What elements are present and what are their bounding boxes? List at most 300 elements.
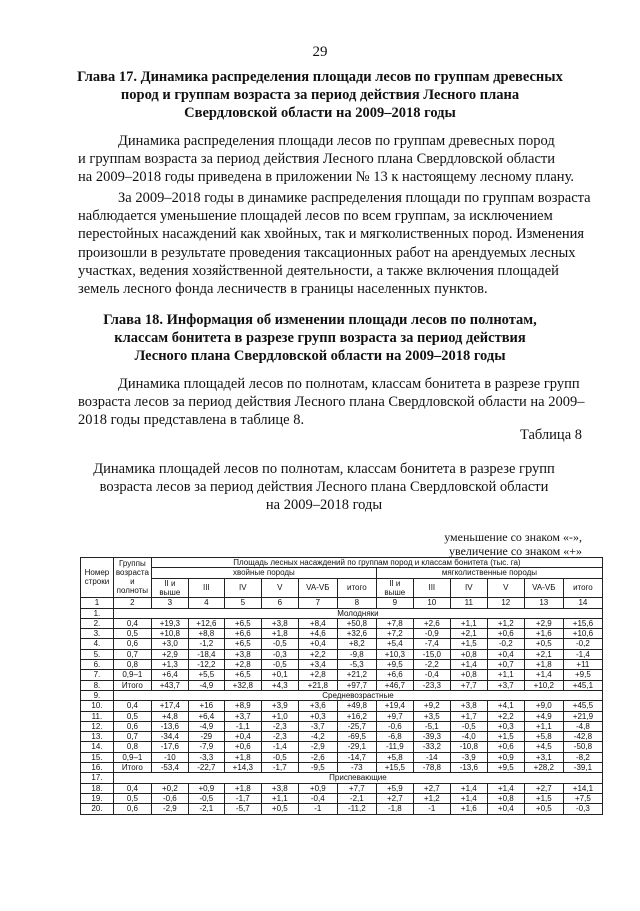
table-cell: +6,5 bbox=[224, 618, 261, 628]
table-row bbox=[81, 742, 603, 752]
row-group: 0,9–1 bbox=[113, 670, 151, 680]
table-cell: +8,8 bbox=[188, 629, 224, 639]
caption-line: Динамика площадей лесов по полнотам, классам бонитета в разрезе групп bbox=[93, 461, 555, 477]
text-line: перестойных насаждений как хвойных, так и мягколиственных пород. Изменения bbox=[78, 226, 585, 243]
table-cell: +2,9 bbox=[151, 649, 188, 659]
column-number: 3 bbox=[151, 597, 188, 608]
table-cell: -1,7 bbox=[224, 793, 261, 803]
table-cell: -1,2 bbox=[188, 639, 224, 649]
table-cell: +28,2 bbox=[524, 763, 563, 773]
table-cell: +21,2 bbox=[337, 670, 376, 680]
column-number: 8 bbox=[337, 597, 376, 608]
table-cell: +1,8 bbox=[524, 660, 563, 670]
table-row bbox=[81, 763, 603, 773]
table-cell: +10,3 bbox=[376, 649, 413, 659]
table-caption bbox=[70, 460, 578, 514]
table-cell: -11,9 bbox=[376, 742, 413, 752]
row-number: 9. bbox=[81, 690, 114, 700]
table-cell: +3,1 bbox=[524, 752, 563, 762]
row-number: 6. bbox=[81, 660, 114, 670]
text-line: земель лесного фонда лесничеств в границы населенных пунктов. bbox=[78, 281, 488, 298]
table-row bbox=[81, 804, 603, 814]
row-number: 15. bbox=[81, 752, 114, 762]
table-cell: +3,8 bbox=[261, 618, 298, 628]
table-cell: +1,0 bbox=[261, 711, 298, 721]
table-cell: -4,8 bbox=[563, 721, 602, 731]
table-cell: +2,6 bbox=[413, 618, 450, 628]
row-group: 0,8 bbox=[113, 742, 151, 752]
chapter-17-paragraph-2 bbox=[78, 189, 591, 298]
table-cell: +1,4 bbox=[487, 783, 524, 793]
table-cell: -0,9 bbox=[413, 629, 450, 639]
row-number: 19. bbox=[81, 793, 114, 803]
table-cell: +11 bbox=[563, 660, 602, 670]
table-cell: -1,1 bbox=[224, 721, 261, 731]
table-cell: +1,2 bbox=[487, 618, 524, 628]
table-cell: -4,0 bbox=[450, 732, 487, 742]
table-cell: +6,5 bbox=[224, 670, 261, 680]
table-cell: +4,3 bbox=[261, 680, 298, 690]
column-number: 7 bbox=[298, 597, 337, 608]
row-number: 18. bbox=[81, 783, 114, 793]
table-cell: +1,1 bbox=[487, 670, 524, 680]
table-cell: +17,4 bbox=[151, 701, 188, 711]
table-cell: +5,8 bbox=[376, 752, 413, 762]
table-cell: -1 bbox=[298, 804, 337, 814]
table-cell: +0,3 bbox=[298, 711, 337, 721]
column-number: 11 bbox=[450, 597, 487, 608]
table-cell: +14,3 bbox=[224, 763, 261, 773]
table-cell: -0,3 bbox=[563, 804, 602, 814]
table-cell: +6,6 bbox=[224, 629, 261, 639]
table-cell: +1,6 bbox=[524, 629, 563, 639]
column-number: 13 bbox=[524, 597, 563, 608]
table-row bbox=[81, 732, 603, 742]
column-number: 14 bbox=[563, 597, 602, 608]
table-row bbox=[81, 670, 603, 680]
header-area-title: Площадь лесных насаждений по группам пород и классам бонитета (тыс. га) bbox=[151, 558, 602, 568]
table-cell: -3,7 bbox=[298, 721, 337, 731]
table-cell: +9,5 bbox=[376, 660, 413, 670]
table-cell: +0,5 bbox=[524, 804, 563, 814]
text-line: наблюдается уменьшение площадей лесов по всем группам, за исключением bbox=[78, 208, 553, 225]
table-cell: +3,4 bbox=[298, 660, 337, 670]
table-cell: -0,5 bbox=[450, 721, 487, 731]
table-cell: -14,7 bbox=[337, 752, 376, 762]
table-row bbox=[81, 793, 603, 803]
header-softwood-class: II и выше bbox=[376, 578, 413, 597]
table-cell: -33,2 bbox=[413, 742, 450, 752]
table-row bbox=[81, 701, 603, 711]
table-cell: +8,9 bbox=[224, 701, 261, 711]
table-cell: +4,6 bbox=[298, 629, 337, 639]
table-cell: +2,1 bbox=[450, 629, 487, 639]
table-cell: -5,3 bbox=[337, 660, 376, 670]
table-cell: +1,8 bbox=[224, 752, 261, 762]
column-number: 6 bbox=[261, 597, 298, 608]
table-cell: -4,9 bbox=[188, 721, 224, 731]
table-cell: +1,8 bbox=[261, 629, 298, 639]
table-row bbox=[81, 711, 603, 721]
table-cell: +0,4 bbox=[487, 649, 524, 659]
table-cell: +21,9 bbox=[563, 711, 602, 721]
row-number: 13. bbox=[81, 732, 114, 742]
table-cell: -0,5 bbox=[188, 793, 224, 803]
table-cell: -11,2 bbox=[337, 804, 376, 814]
header-softwood-class: V bbox=[487, 578, 524, 597]
table-cell: -1,4 bbox=[563, 649, 602, 659]
table-cell: -7,4 bbox=[413, 639, 450, 649]
table-cell: -23,3 bbox=[413, 680, 450, 690]
table-cell: +1,4 bbox=[524, 670, 563, 680]
table-cell: -3,3 bbox=[188, 752, 224, 762]
table-cell: +21,8 bbox=[298, 680, 337, 690]
table-cell: +2,1 bbox=[524, 649, 563, 659]
table-cell: -39,1 bbox=[563, 763, 602, 773]
column-number: 5 bbox=[224, 597, 261, 608]
table-cell: -69,5 bbox=[337, 732, 376, 742]
table-cell: +6,4 bbox=[188, 711, 224, 721]
table-cell: +2,7 bbox=[376, 793, 413, 803]
table-note-increase: увеличение со знаком «+» bbox=[448, 544, 582, 558]
table-cell: -17,6 bbox=[151, 742, 188, 752]
table-row bbox=[81, 639, 603, 649]
table-cell: +4,8 bbox=[151, 711, 188, 721]
table-cell: -0,6 bbox=[151, 793, 188, 803]
chapter-18-title-line: Лесного плана Свердловской области на 2009–2018 годы bbox=[134, 348, 506, 364]
row-group: 0,4 bbox=[113, 783, 151, 793]
table-cell: +16 bbox=[188, 701, 224, 711]
header-softwood-class: итого bbox=[563, 578, 602, 597]
table-cell: -14 bbox=[413, 752, 450, 762]
caption-line: на 2009–2018 годы bbox=[265, 497, 383, 513]
section-row bbox=[81, 773, 603, 783]
table-cell: +9,5 bbox=[563, 670, 602, 680]
row-group: 0,6 bbox=[113, 639, 151, 649]
table-cell: -39,3 bbox=[413, 732, 450, 742]
table-cell: +16,2 bbox=[337, 711, 376, 721]
table-cell: +1,8 bbox=[224, 783, 261, 793]
section-label: Приспевающие bbox=[113, 773, 602, 783]
table-cell: +9,2 bbox=[413, 701, 450, 711]
chapter-17-title bbox=[70, 68, 570, 122]
table-row bbox=[81, 618, 603, 628]
header-softwood-class: IV bbox=[450, 578, 487, 597]
header-conifer-class: III bbox=[188, 578, 224, 597]
table-cell: +10,8 bbox=[151, 629, 188, 639]
text-line: 2018 годы представлена в таблице 8. bbox=[78, 412, 305, 429]
header-conifer-class: итого bbox=[337, 578, 376, 597]
table-cell: -10 bbox=[151, 752, 188, 762]
row-group: 0,5 bbox=[113, 793, 151, 803]
table-cell: +2,7 bbox=[524, 783, 563, 793]
table-cell: -50,8 bbox=[563, 742, 602, 752]
table-cell: +8,4 bbox=[298, 618, 337, 628]
table-cell: +3,9 bbox=[261, 701, 298, 711]
row-number: 8. bbox=[81, 680, 114, 690]
row-group: Итого bbox=[113, 763, 151, 773]
table-cell: +1,4 bbox=[450, 793, 487, 803]
table-cell: +5,5 bbox=[188, 670, 224, 680]
row-group: Итого bbox=[113, 680, 151, 690]
row-number: 10. bbox=[81, 701, 114, 711]
table-cell: -1,7 bbox=[261, 763, 298, 773]
table-cell: +3,8 bbox=[224, 649, 261, 659]
table-cell: -9,5 bbox=[298, 763, 337, 773]
table-cell: +7,7 bbox=[450, 680, 487, 690]
table-cell: +5,9 bbox=[376, 783, 413, 793]
text-line: Динамика площадей лесов по полнотам, классам бонитета в разрезе групп bbox=[118, 376, 580, 392]
table-cell: -2,1 bbox=[337, 793, 376, 803]
table-cell: +32,8 bbox=[224, 680, 261, 690]
text-line: произошли в результате проведения таксационных работ на арендуемых лесных bbox=[78, 244, 576, 261]
table-cell: +45,5 bbox=[563, 701, 602, 711]
table-cell: -0,5 bbox=[261, 639, 298, 649]
table-cell: -3,9 bbox=[450, 752, 487, 762]
table-cell: +0,9 bbox=[487, 752, 524, 762]
table-cell: +10,2 bbox=[524, 680, 563, 690]
table-cell: -2,9 bbox=[151, 804, 188, 814]
table-cell: -13,6 bbox=[450, 763, 487, 773]
table-cell: +6,5 bbox=[224, 639, 261, 649]
table-cell: +46,7 bbox=[376, 680, 413, 690]
table-cell: +1,4 bbox=[450, 783, 487, 793]
row-group: 0,5 bbox=[113, 711, 151, 721]
row-number: 7. bbox=[81, 670, 114, 680]
table-cell: -5,7 bbox=[224, 804, 261, 814]
table-cell: +1,1 bbox=[261, 793, 298, 803]
table-cell: -7,9 bbox=[188, 742, 224, 752]
table-cell: +3,7 bbox=[487, 680, 524, 690]
row-number: 5. bbox=[81, 649, 114, 659]
header-conifer-class: VA-VБ bbox=[298, 578, 337, 597]
caption-line: возраста лесов за период действия Лесного плана Свердловской области bbox=[99, 479, 549, 495]
row-number: 3. bbox=[81, 629, 114, 639]
table-cell: +19,3 bbox=[151, 618, 188, 628]
table-cell: +0,3 bbox=[487, 721, 524, 731]
table-cell: -0,2 bbox=[563, 639, 602, 649]
table-cell: +0,6 bbox=[487, 742, 524, 752]
table-cell: -25,7 bbox=[337, 721, 376, 731]
text-line: на 2009–2018 годы приведена в приложении № 13 к настоящему лесному плану. bbox=[78, 169, 574, 186]
table-cell: +0,8 bbox=[487, 793, 524, 803]
table-cell: +3,7 bbox=[224, 711, 261, 721]
table-cell: +2,9 bbox=[524, 618, 563, 628]
column-number: 12 bbox=[487, 597, 524, 608]
table-row bbox=[81, 649, 603, 659]
table-cell: +2,7 bbox=[413, 783, 450, 793]
table-cell: +1,5 bbox=[487, 732, 524, 742]
table-cell: +0,9 bbox=[298, 783, 337, 793]
table-cell: -1,8 bbox=[376, 804, 413, 814]
table-cell: +0,6 bbox=[224, 742, 261, 752]
chapter-17-title-line: Свердловской области на 2009–2018 годы bbox=[184, 105, 456, 121]
table-cell: -1,4 bbox=[261, 742, 298, 752]
table-cell: -29,1 bbox=[337, 742, 376, 752]
column-number: 4 bbox=[188, 597, 224, 608]
table-cell: +43,7 bbox=[151, 680, 188, 690]
table-cell: +9,7 bbox=[376, 711, 413, 721]
table-cell: -2,3 bbox=[261, 721, 298, 731]
table-cell: -2,3 bbox=[261, 732, 298, 742]
table-cell: +0,5 bbox=[261, 804, 298, 814]
table-cell: +1,4 bbox=[450, 660, 487, 670]
table-cell: +0,6 bbox=[487, 629, 524, 639]
row-group: 0,7 bbox=[113, 732, 151, 742]
table-cell: -5,1 bbox=[413, 721, 450, 731]
table-row bbox=[81, 629, 603, 639]
table-cell: +1,1 bbox=[450, 618, 487, 628]
table-cell: +5,8 bbox=[524, 732, 563, 742]
text-line: и группам возраста за период действия Лесного плана Свердловской области bbox=[78, 151, 555, 168]
table-cell: +0,4 bbox=[487, 804, 524, 814]
table-cell: +9,0 bbox=[524, 701, 563, 711]
table-cell: +0,2 bbox=[151, 783, 188, 793]
table-cell: -0,6 bbox=[376, 721, 413, 731]
table-cell: +1,6 bbox=[450, 804, 487, 814]
column-number: 9 bbox=[376, 597, 413, 608]
table-cell: -34,4 bbox=[151, 732, 188, 742]
table-cell: +3,5 bbox=[413, 711, 450, 721]
table-cell: +49,8 bbox=[337, 701, 376, 711]
table-cell: +3,0 bbox=[151, 639, 188, 649]
header-softwood-class: VA-VБ bbox=[524, 578, 563, 597]
row-group: 0,7 bbox=[113, 649, 151, 659]
table-cell: +8,2 bbox=[337, 639, 376, 649]
chapter-17-title-line: Глава 17. Динамика распределения площади лесов по группам древесных bbox=[77, 69, 563, 85]
table-cell: -9,8 bbox=[337, 649, 376, 659]
header-conifers: хвойные породы bbox=[151, 568, 376, 578]
text-line: За 2009–2018 годы в динамике распределения площади по группам возраста bbox=[118, 190, 591, 206]
table-cell: -8,2 bbox=[563, 752, 602, 762]
row-group: 0,6 bbox=[113, 804, 151, 814]
table-cell: +12,6 bbox=[188, 618, 224, 628]
chapter-18-title-line: классам бонитета в разрезе групп возраста за период действия bbox=[114, 330, 526, 346]
table-cell: -0,2 bbox=[487, 639, 524, 649]
chapter-18-title bbox=[70, 311, 570, 365]
table-cell: -78,8 bbox=[413, 763, 450, 773]
row-number: 20. bbox=[81, 804, 114, 814]
table-cell: -4,2 bbox=[298, 732, 337, 742]
table-cell: +2,2 bbox=[298, 649, 337, 659]
table-cell: +10,6 bbox=[563, 629, 602, 639]
text-line: возраста лесов за период действия Лесного плана Свердловской области на 2009– bbox=[78, 394, 585, 411]
table-cell: +0,8 bbox=[450, 649, 487, 659]
table-cell: -4,9 bbox=[188, 680, 224, 690]
row-number: 2. bbox=[81, 618, 114, 628]
table-cell: -0,3 bbox=[261, 649, 298, 659]
header-conifer-class: II и выше bbox=[151, 578, 188, 597]
table-cell: +1,7 bbox=[450, 711, 487, 721]
row-group: 0,4 bbox=[113, 618, 151, 628]
row-number: 14. bbox=[81, 742, 114, 752]
table-cell: +7,5 bbox=[563, 793, 602, 803]
table-cell: +1,1 bbox=[524, 721, 563, 731]
row-number: 16. bbox=[81, 763, 114, 773]
table-cell: +0,8 bbox=[450, 670, 487, 680]
table-cell: -53,4 bbox=[151, 763, 188, 773]
table-cell: +0,1 bbox=[261, 670, 298, 680]
table-cell: +7,8 bbox=[376, 618, 413, 628]
page-number: 29 bbox=[312, 44, 328, 60]
table-row bbox=[81, 660, 603, 670]
table-cell: +6,6 bbox=[376, 670, 413, 680]
table-cell: -1 bbox=[413, 804, 450, 814]
column-number: 1 bbox=[81, 597, 114, 608]
row-number: 12. bbox=[81, 721, 114, 731]
table-cell: -0,4 bbox=[298, 793, 337, 803]
text-line: Динамика распределения площади лесов по группам древесных пород bbox=[118, 133, 555, 149]
row-number: 4. bbox=[81, 639, 114, 649]
table-label: Таблица 8 bbox=[519, 427, 582, 443]
table-cell: -2,1 bbox=[188, 804, 224, 814]
header-conifer-class: IV bbox=[224, 578, 261, 597]
table-cell: +50,8 bbox=[337, 618, 376, 628]
table-cell: +4,5 bbox=[524, 742, 563, 752]
header-groups: Группы возраста и полноты bbox=[113, 558, 151, 598]
section-row bbox=[81, 690, 603, 700]
table-cell: -2,6 bbox=[298, 752, 337, 762]
table-cell: +32,6 bbox=[337, 629, 376, 639]
header-row-number: Номер строки bbox=[81, 558, 114, 598]
table-row bbox=[81, 680, 603, 690]
table-cell: -73 bbox=[337, 763, 376, 773]
table-cell: +0,9 bbox=[188, 783, 224, 793]
table-cell: +3,8 bbox=[450, 701, 487, 711]
row-number: 17. bbox=[81, 773, 114, 783]
column-number: 2 bbox=[113, 597, 151, 608]
table-cell: +15,5 bbox=[376, 763, 413, 773]
row-group: 0,4 bbox=[113, 701, 151, 711]
forest-area-table bbox=[80, 557, 603, 815]
table-cell: -18,4 bbox=[188, 649, 224, 659]
section-row bbox=[81, 608, 603, 618]
table-cell: +3,8 bbox=[261, 783, 298, 793]
table-cell: -12,2 bbox=[188, 660, 224, 670]
chapter-17-title-line: пород и группам возраста за период действия Лесного плана bbox=[120, 87, 520, 103]
table-cell: -15,0 bbox=[413, 649, 450, 659]
table-cell: +0,5 bbox=[524, 639, 563, 649]
table-row bbox=[81, 752, 603, 762]
row-group: 0,6 bbox=[113, 721, 151, 731]
table-cell: +3,6 bbox=[298, 701, 337, 711]
column-number: 10 bbox=[413, 597, 450, 608]
table-cell: +1,5 bbox=[524, 793, 563, 803]
table-cell: +5,4 bbox=[376, 639, 413, 649]
table-cell: -2,2 bbox=[413, 660, 450, 670]
section-label: Молодняки bbox=[113, 608, 602, 618]
table-cell: +14,1 bbox=[563, 783, 602, 793]
table-cell: -0,5 bbox=[261, 660, 298, 670]
table-cell: -10,8 bbox=[450, 742, 487, 752]
column-number-row bbox=[81, 597, 603, 608]
row-number: 1. bbox=[81, 608, 114, 618]
table-cell: +7,2 bbox=[376, 629, 413, 639]
table-cell: +97,7 bbox=[337, 680, 376, 690]
table-cell: -6,8 bbox=[376, 732, 413, 742]
table-cell: +0,7 bbox=[487, 660, 524, 670]
table-row bbox=[81, 721, 603, 731]
table-cell: +7,7 bbox=[337, 783, 376, 793]
table-cell: +1,2 bbox=[413, 793, 450, 803]
table-cell: -0,5 bbox=[261, 752, 298, 762]
table-cell: +2,8 bbox=[298, 670, 337, 680]
table-cell: +4,1 bbox=[487, 701, 524, 711]
table-cell: +1,5 bbox=[450, 639, 487, 649]
table-cell: -22,7 bbox=[188, 763, 224, 773]
table-cell: -2,9 bbox=[298, 742, 337, 752]
table-cell: -13,6 bbox=[151, 721, 188, 731]
